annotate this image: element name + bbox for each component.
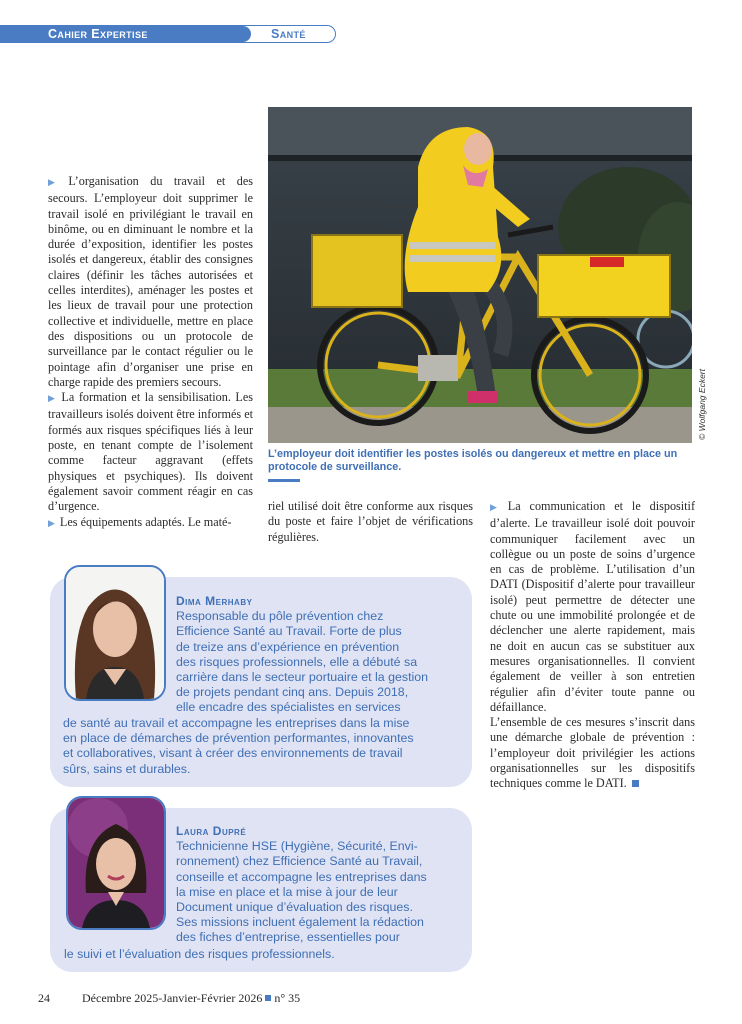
bio-text-block-continued: de santé au travail et accompagne les entreprises dans la mise en place de démarches de prévention performantes, innovantes et collaboratives, visant à créer des environnements de travail sûrs, sains et durables. — [63, 716, 414, 776]
article-column-3 — [490, 499, 695, 792]
portrait-illustration — [66, 567, 164, 699]
footer-square-icon — [265, 995, 271, 1001]
paragraph: ▶ Les équipements adaptés. Le maté- — [48, 514, 232, 529]
issue-number: n° 35 — [274, 991, 301, 1005]
bio-name: Laura Dupré — [176, 824, 247, 838]
paragraph: riel utilisé doit être conforme aux risques du poste et faire l’objet de vérifications régulières. — [268, 499, 473, 544]
article-photo — [268, 107, 692, 443]
bio-text-block: Laura Dupré Technicienne HSE (Hygiène, Sécurité, Envi- ronnement) chez Efficience Santé au Travail, conseille et accompagne les entreprises dans la mise en place et la mise à jour de leur Document unique d’évaluation des risques. Ses missions incluent également la rédaction des fiches d’entreprise, essentielles pour — [176, 824, 466, 946]
paragraph: ▶ La communication et le dispositif d’alerte. Le travailleur isolé doit pouvoir communiquer facilement avec un collègue ou un poste de soins d’urgence en cas de problème. L’utilisation d’un DATI (Dispositif d’alerte pour travailleur isolé) peut permettre de détecter une chute ou une immobilité prolongée et de déclencher une alerte rapidement, mais ne doit en aucun cas se substituer aux mesures organisationnelles. Il convient également de veiller à son entretien régulier afin d’éviter toute panne ou défaillance. — [490, 499, 695, 714]
bio-text-block-continued: le suivi et l’évaluation des risques professionnels. — [64, 947, 335, 961]
bio-name: Dima Merhaby — [176, 594, 253, 608]
arrow-bullet-icon: ▶ — [48, 518, 55, 529]
bio-text-block: Dima Merhaby Responsable du pôle prévention chez Efficience Santé au Travail. Forte de plus de treize ans d’expérience en prévention des risques professionnels, elle a débuté sa carrière dans le secteur portuaire et la gestion de projets pendant cinq ans. Depuis 2018, elle encadre des spécialistes en services — [176, 594, 466, 716]
photo-caption: L’employeur doit identifier les postes isolés ou dangereux et mettre en place un protocole de surveillance. — [268, 448, 678, 473]
portrait-illustration — [68, 798, 164, 928]
article-column-2 — [268, 499, 473, 545]
arrow-bullet-icon: ▶ — [48, 394, 57, 405]
arrow-bullet-icon: ▶ — [490, 503, 503, 513]
issue-info — [82, 991, 300, 1006]
paragraph: ▶ L’organisation du travail et des secours. L’employeur doit supprimer le travail isolé en privilégiant le travail en binôme, ou en diminuant le nombre et la durée d’exposition, identifier les postes isolés et dangereux, établir des consignes claires (définir les tâches autorisées et celles interdites), aménager les postes et les lieux de travail pour une protection collective et individuelle, mettre en place des dispositions ou un protocole de surveillance par le contact régulier ou le pointage afin d’organiser une prise en charge rapide des premiers secours. — [48, 174, 253, 389]
paragraph: L’ensemble de ces mesures s’inscrit dans une démarche globale de prévention : l’employeur doit privilégier les actions organisationnelles sur les dispositifs techniques comme le DATI. — [490, 715, 695, 791]
arrow-bullet-icon: ▶ — [48, 178, 64, 188]
avatar — [66, 796, 166, 930]
paragraph: ▶ La formation et la sensibilisation. Les travailleurs isolés doivent être informés et formés aux risques spécifiques liés à leur poste, en tenant compte de l’isolement comme facteur aggravant (effets physiques et psychiques). Ils doivent également savoir comment réagir en cas d’urgence. — [48, 390, 254, 514]
section-header — [0, 25, 336, 43]
caption-rule — [268, 479, 300, 482]
topic-label: Santé — [271, 27, 306, 41]
avatar — [64, 565, 166, 701]
end-mark-icon — [632, 780, 639, 787]
page-number: 24 — [38, 991, 50, 1005]
postal-cyclist-illustration — [268, 107, 692, 443]
issue-date: Décembre 2025-Janvier-Février 2026 — [82, 991, 263, 1005]
section-label: Cahier Expertise — [48, 27, 148, 41]
article-column-1 — [48, 174, 253, 532]
photo-credit: © Wolfgang Eckert — [697, 369, 707, 440]
